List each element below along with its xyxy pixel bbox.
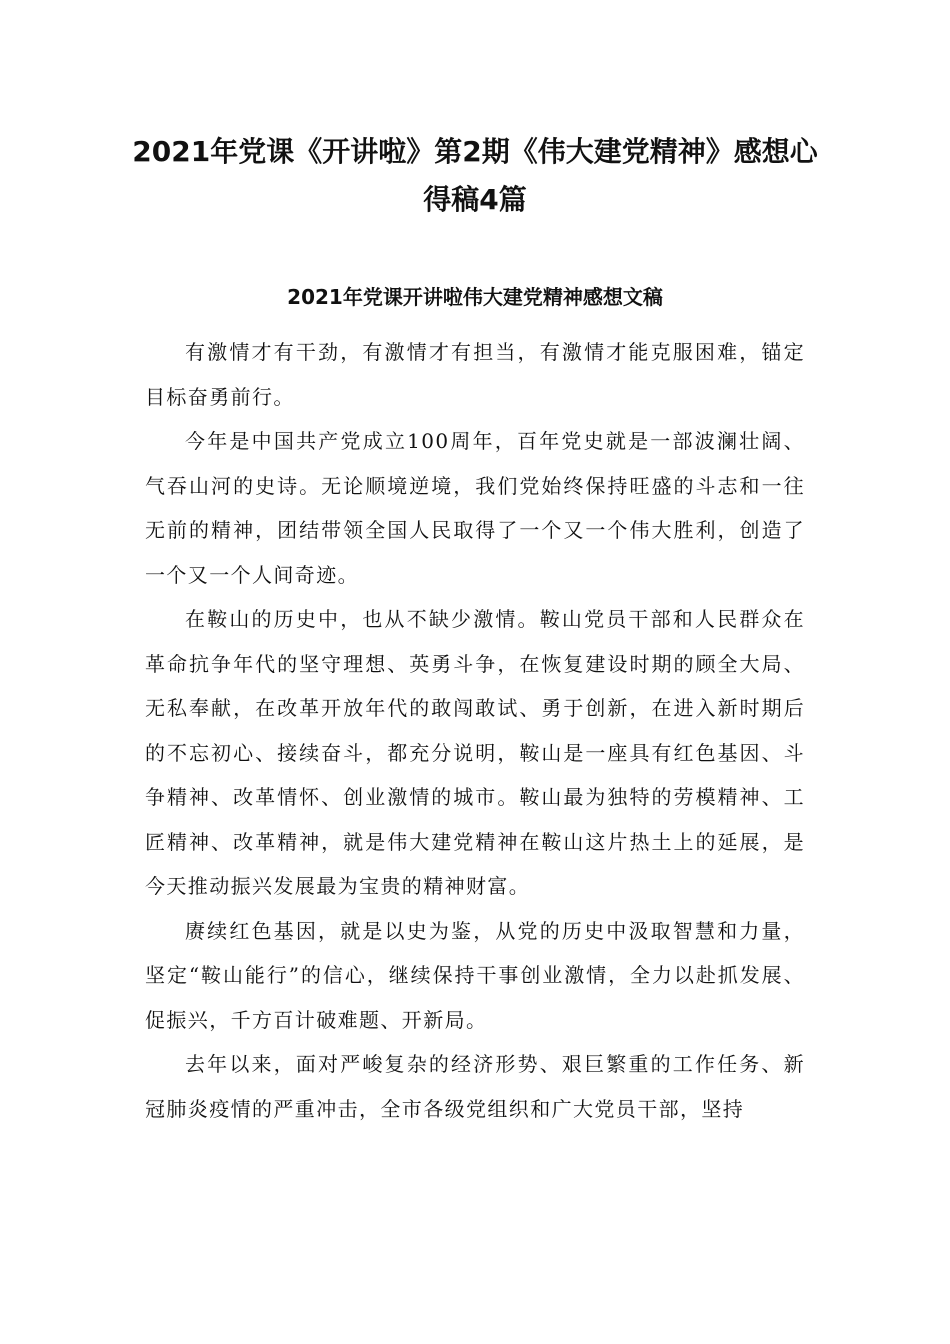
paragraph: 赓续红色基因，就是以史为鉴，从党的历史中汲取智慧和力量，坚定“鞍山能行”的信心，继续保持干事创业激情，全力以赴抓发展、促振兴，千方百计破难题、开新局。 (145, 918, 805, 1032)
section-title: 2021年党课开讲啦伟大建党精神感想文稿 (287, 285, 663, 309)
document-title: 2021年党课《开讲啦》第2期《伟大建党精神》感想心得稿4篇 (132, 135, 818, 216)
paragraph: 有激情才有干劲，有激情才有担当，有激情才能克服困难，锚定目标奋勇前行。 (145, 340, 805, 409)
body-text (145, 330, 805, 1131)
paragraph: 去年以来，面对严峻复杂的经济形势、艰巨繁重的工作任务、新冠肺炎疫情的严重冲击，全市各级党组织和广大党员干部，坚持 (145, 1052, 805, 1121)
paragraph: 今年是中国共产党成立100周年，百年党史就是一部波澜壮阔、气吞山河的史诗。无论顺境逆境，我们党始终保持旺盛的斗志和一往无前的精神，团结带领全国人民取得了一个又一个伟大胜利，创造了一个又一个人间奇迹。 (145, 429, 805, 587)
paragraph: 在鞍山的历史中，也从不缺少激情。鞍山党员干部和人民群众在革命抗争年代的坚守理想、英勇斗争，在恢复建设时期的顾全大局、无私奉献，在改革开放年代的敢闯敢试、勇于创新，在进入新时期后的不忘初心、接续奋斗，都充分说明，鞍山是一座具有红色基因、斗争精神、改革情怀、创业激情的城市。鞍山最为独特的劳模精神、工匠精神、改革精神，就是伟大建党精神在鞍山这片热土上的延展，是今天推动振兴发展最为宝贵的精神财富。 (145, 607, 805, 898)
